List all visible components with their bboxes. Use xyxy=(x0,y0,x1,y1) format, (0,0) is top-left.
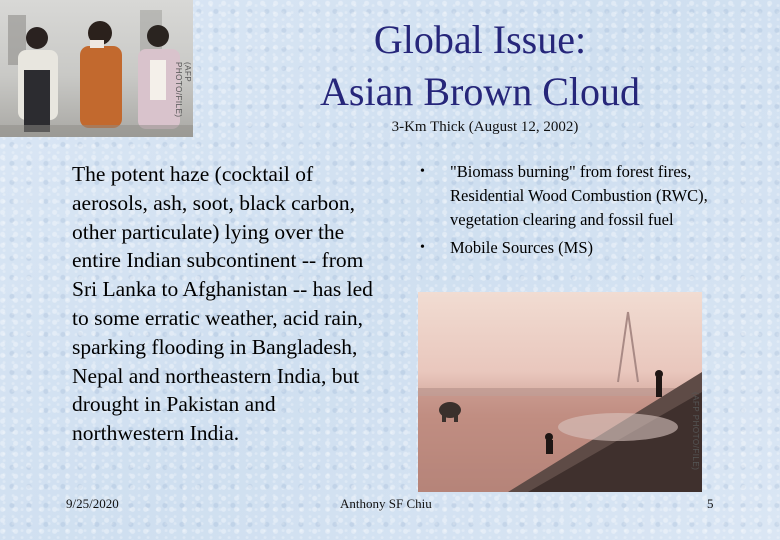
footer-page-number: 5 xyxy=(707,496,714,511)
footer-date: 9/25/2020 xyxy=(66,496,119,511)
photo-people-in-haze xyxy=(0,0,193,137)
bullet-item xyxy=(420,236,720,260)
footer-author: Anthony SF Chiu xyxy=(340,496,432,511)
bullet-dot-icon: • xyxy=(420,164,425,179)
title-line-1: Global Issue: xyxy=(373,17,587,62)
slide-subtitle: 3-Km Thick (August 12, 2002) xyxy=(391,119,579,135)
body-paragraph: The potent haze (cocktail of aerosols, ash, soot, black carbon, other particulate) lying over the entire Indian subcontinent -- from Sri Lanka to Afghanistan -- has led to some erratic weather, acid rain, sparking flooding in Bangladesh, Nepal and northeastern India, but drought in Pakistan and northwestern India. xyxy=(72,162,373,446)
slide-title xyxy=(230,14,730,118)
river-illustration xyxy=(418,292,702,492)
photo-credit-bottom: (AFP PHOTO/FILE) xyxy=(691,392,700,471)
photo-hazy-river xyxy=(418,292,702,492)
bullet-item xyxy=(420,160,720,232)
bullet-dot-icon: • xyxy=(420,240,425,255)
title-line-2: Asian Brown Cloud xyxy=(320,69,640,114)
bullet-list xyxy=(420,160,720,264)
bullet-text: "Biomass burning" from forest fires, Residential Wood Combustion (RWC), vegetation clearing and fossil fuel xyxy=(450,162,708,229)
bullet-text: Mobile Sources (MS) xyxy=(450,238,593,257)
photo-credit-top: (AFP PHOTO/FILE) xyxy=(174,62,192,118)
people-illustration xyxy=(0,0,193,137)
